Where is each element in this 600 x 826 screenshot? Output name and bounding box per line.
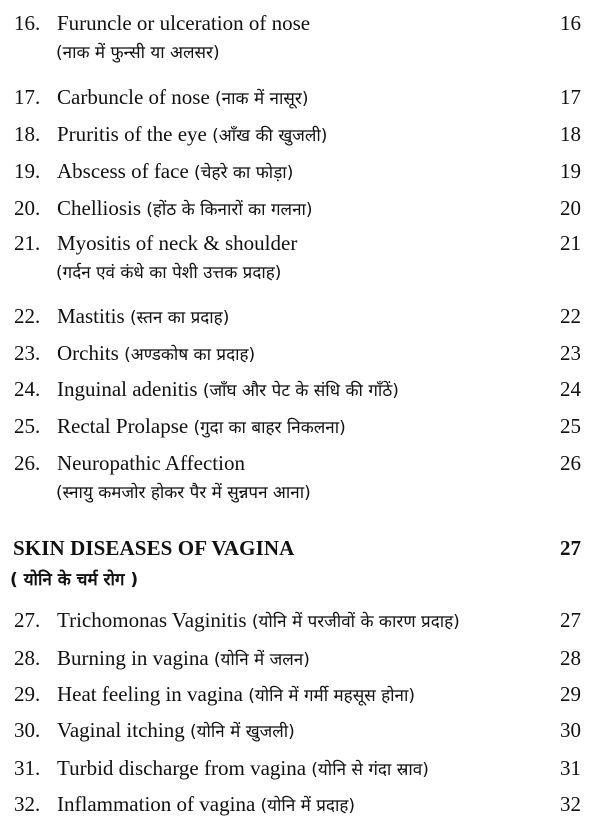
entry-number: 32. (14, 792, 41, 816)
entry-page: 31 (560, 756, 581, 780)
section-heading (0, 533, 600, 595)
toc-entry (0, 156, 600, 186)
toc-entry (0, 119, 600, 149)
entry-hindi: (होंठ के किनारों का गलना) (146, 200, 313, 220)
toc-entry (0, 643, 600, 673)
section-subtitle: ( योनि के चर्म रोग ) (10, 570, 139, 590)
entry-title-line (57, 679, 415, 711)
entry-title-line (57, 715, 295, 747)
section-title: SKIN DISEASES OF VAGINA (13, 536, 295, 560)
entry-hindi-subtitle: (नाक में फुन्सी या अलसर) (56, 43, 220, 63)
entry-title: Heat feeling in vagina (57, 682, 244, 706)
entry-title-line (57, 643, 310, 675)
toc-entry (0, 789, 600, 819)
entry-number: 19. (14, 159, 41, 183)
entry-title-line (57, 605, 460, 637)
entry-title-line (57, 301, 229, 333)
entry-hindi: (आँख की खुजली) (212, 126, 328, 146)
entry-title-line (57, 338, 255, 370)
entry-number: 22. (14, 304, 41, 328)
entry-number: 24. (14, 377, 41, 401)
entry-title: Neuropathic Affection (57, 451, 245, 475)
entry-page: 25 (560, 414, 581, 438)
entry-title: Abscess of face (57, 159, 189, 183)
entry-title: Orchits (57, 341, 119, 365)
entry-number: 23. (14, 341, 41, 365)
entry-title: Mastitis (57, 304, 125, 328)
entry-number: 28. (14, 646, 41, 670)
toc-entry (0, 753, 600, 783)
entry-page: 21 (560, 231, 581, 255)
entry-hindi: (योनि में गर्मी महसूस होना) (248, 686, 415, 706)
entry-title: Turbid discharge from vagina (57, 756, 307, 780)
entry-page: 32 (560, 792, 581, 816)
entry-title: Inguinal adenitis (57, 377, 198, 401)
entry-title: Chelliosis (57, 196, 142, 220)
entry-page: 23 (560, 341, 581, 365)
toc-entry (0, 715, 600, 745)
entry-page: 26 (560, 451, 581, 475)
entry-title: Myositis of neck & shoulder (57, 231, 298, 255)
entry-title: Burning in vagina (57, 646, 209, 670)
entry-title-line (57, 374, 399, 406)
entry-number: 16. (14, 11, 41, 35)
entry-page: 28 (560, 646, 581, 670)
entry-title-line (57, 119, 327, 151)
entry-hindi: (योनि से गंदा स्राव) (311, 760, 429, 780)
entry-hindi: (योनि में परजीवों के कारण प्रदाह) (251, 612, 460, 632)
toc-entry (0, 605, 600, 635)
entry-hindi: (चेहरे का फोड़ा) (194, 163, 294, 183)
entry-page: 18 (560, 122, 581, 146)
entry-number: 25. (14, 414, 41, 438)
entry-hindi-subtitle: (स्नायु कमजोर होकर पैर में सुन्नपन आना) (56, 483, 311, 503)
entry-hindi: (योनि में खुजली) (189, 722, 295, 742)
entry-title: Vaginal itching (57, 718, 185, 742)
toc-entry (0, 8, 600, 68)
toc-entry (0, 193, 600, 223)
entry-page: 19 (560, 159, 581, 183)
entry-hindi: (योनि में जलन) (213, 650, 310, 670)
toc-entry (0, 374, 600, 404)
entry-title-line (57, 789, 355, 821)
entry-page: 17 (560, 85, 581, 109)
entry-hindi-subtitle: (गर्दन एवं कंधे का पेशी उत्तक प्रदाह) (56, 263, 282, 283)
toc-entry (0, 448, 600, 508)
section-page: 27 (560, 536, 581, 560)
entry-page: 29 (560, 682, 581, 706)
entry-title-line (57, 753, 429, 785)
entry-page: 22 (560, 304, 581, 328)
entry-page: 24 (560, 377, 581, 401)
entry-title: Carbuncle of nose (57, 85, 210, 109)
entry-title: Inflammation of vagina (57, 792, 256, 816)
entry-title-line (57, 82, 308, 114)
entry-number: 31. (14, 756, 41, 780)
entry-title: Trichomonas Vaginitis (57, 608, 247, 632)
entry-title: Furuncle or ulceration of nose (57, 11, 311, 35)
entry-number: 21. (14, 231, 41, 255)
entry-hindi: (स्तन का प्रदाह) (129, 308, 230, 328)
entry-number: 29. (14, 682, 41, 706)
entry-title: Rectal Prolapse (57, 414, 189, 438)
entry-number: 20. (14, 196, 41, 220)
toc-entry (0, 679, 600, 709)
toc-entry (0, 338, 600, 368)
entry-number: 17. (14, 85, 41, 109)
entry-page: 30 (560, 718, 581, 742)
entry-number: 26. (14, 451, 41, 475)
entry-title-line (57, 156, 293, 188)
toc-entry (0, 82, 600, 112)
entry-page: 16 (560, 11, 581, 35)
toc-entry (0, 411, 600, 441)
entry-hindi: (नाक में नासूर) (215, 89, 309, 109)
entry-page: 20 (560, 196, 581, 220)
entry-number: 18. (14, 122, 41, 146)
entry-title-line (57, 411, 346, 443)
entry-title: Pruritis of the eye (57, 122, 207, 146)
toc-entry (0, 301, 600, 331)
entry-number: 27. (14, 608, 41, 632)
entry-hindi: (अण्डकोष का प्रदाह) (124, 345, 256, 365)
entry-title-line (57, 193, 313, 225)
entry-hindi: (योनि में प्रदाह) (260, 796, 356, 816)
entry-hindi: (जाँघ और पेट के संधि की गाँठें) (202, 381, 399, 401)
toc-entry (0, 228, 600, 288)
entry-page: 27 (560, 608, 581, 632)
entry-number: 30. (14, 718, 41, 742)
entry-hindi: (गुदा का बाहर निकलना) (193, 418, 346, 438)
